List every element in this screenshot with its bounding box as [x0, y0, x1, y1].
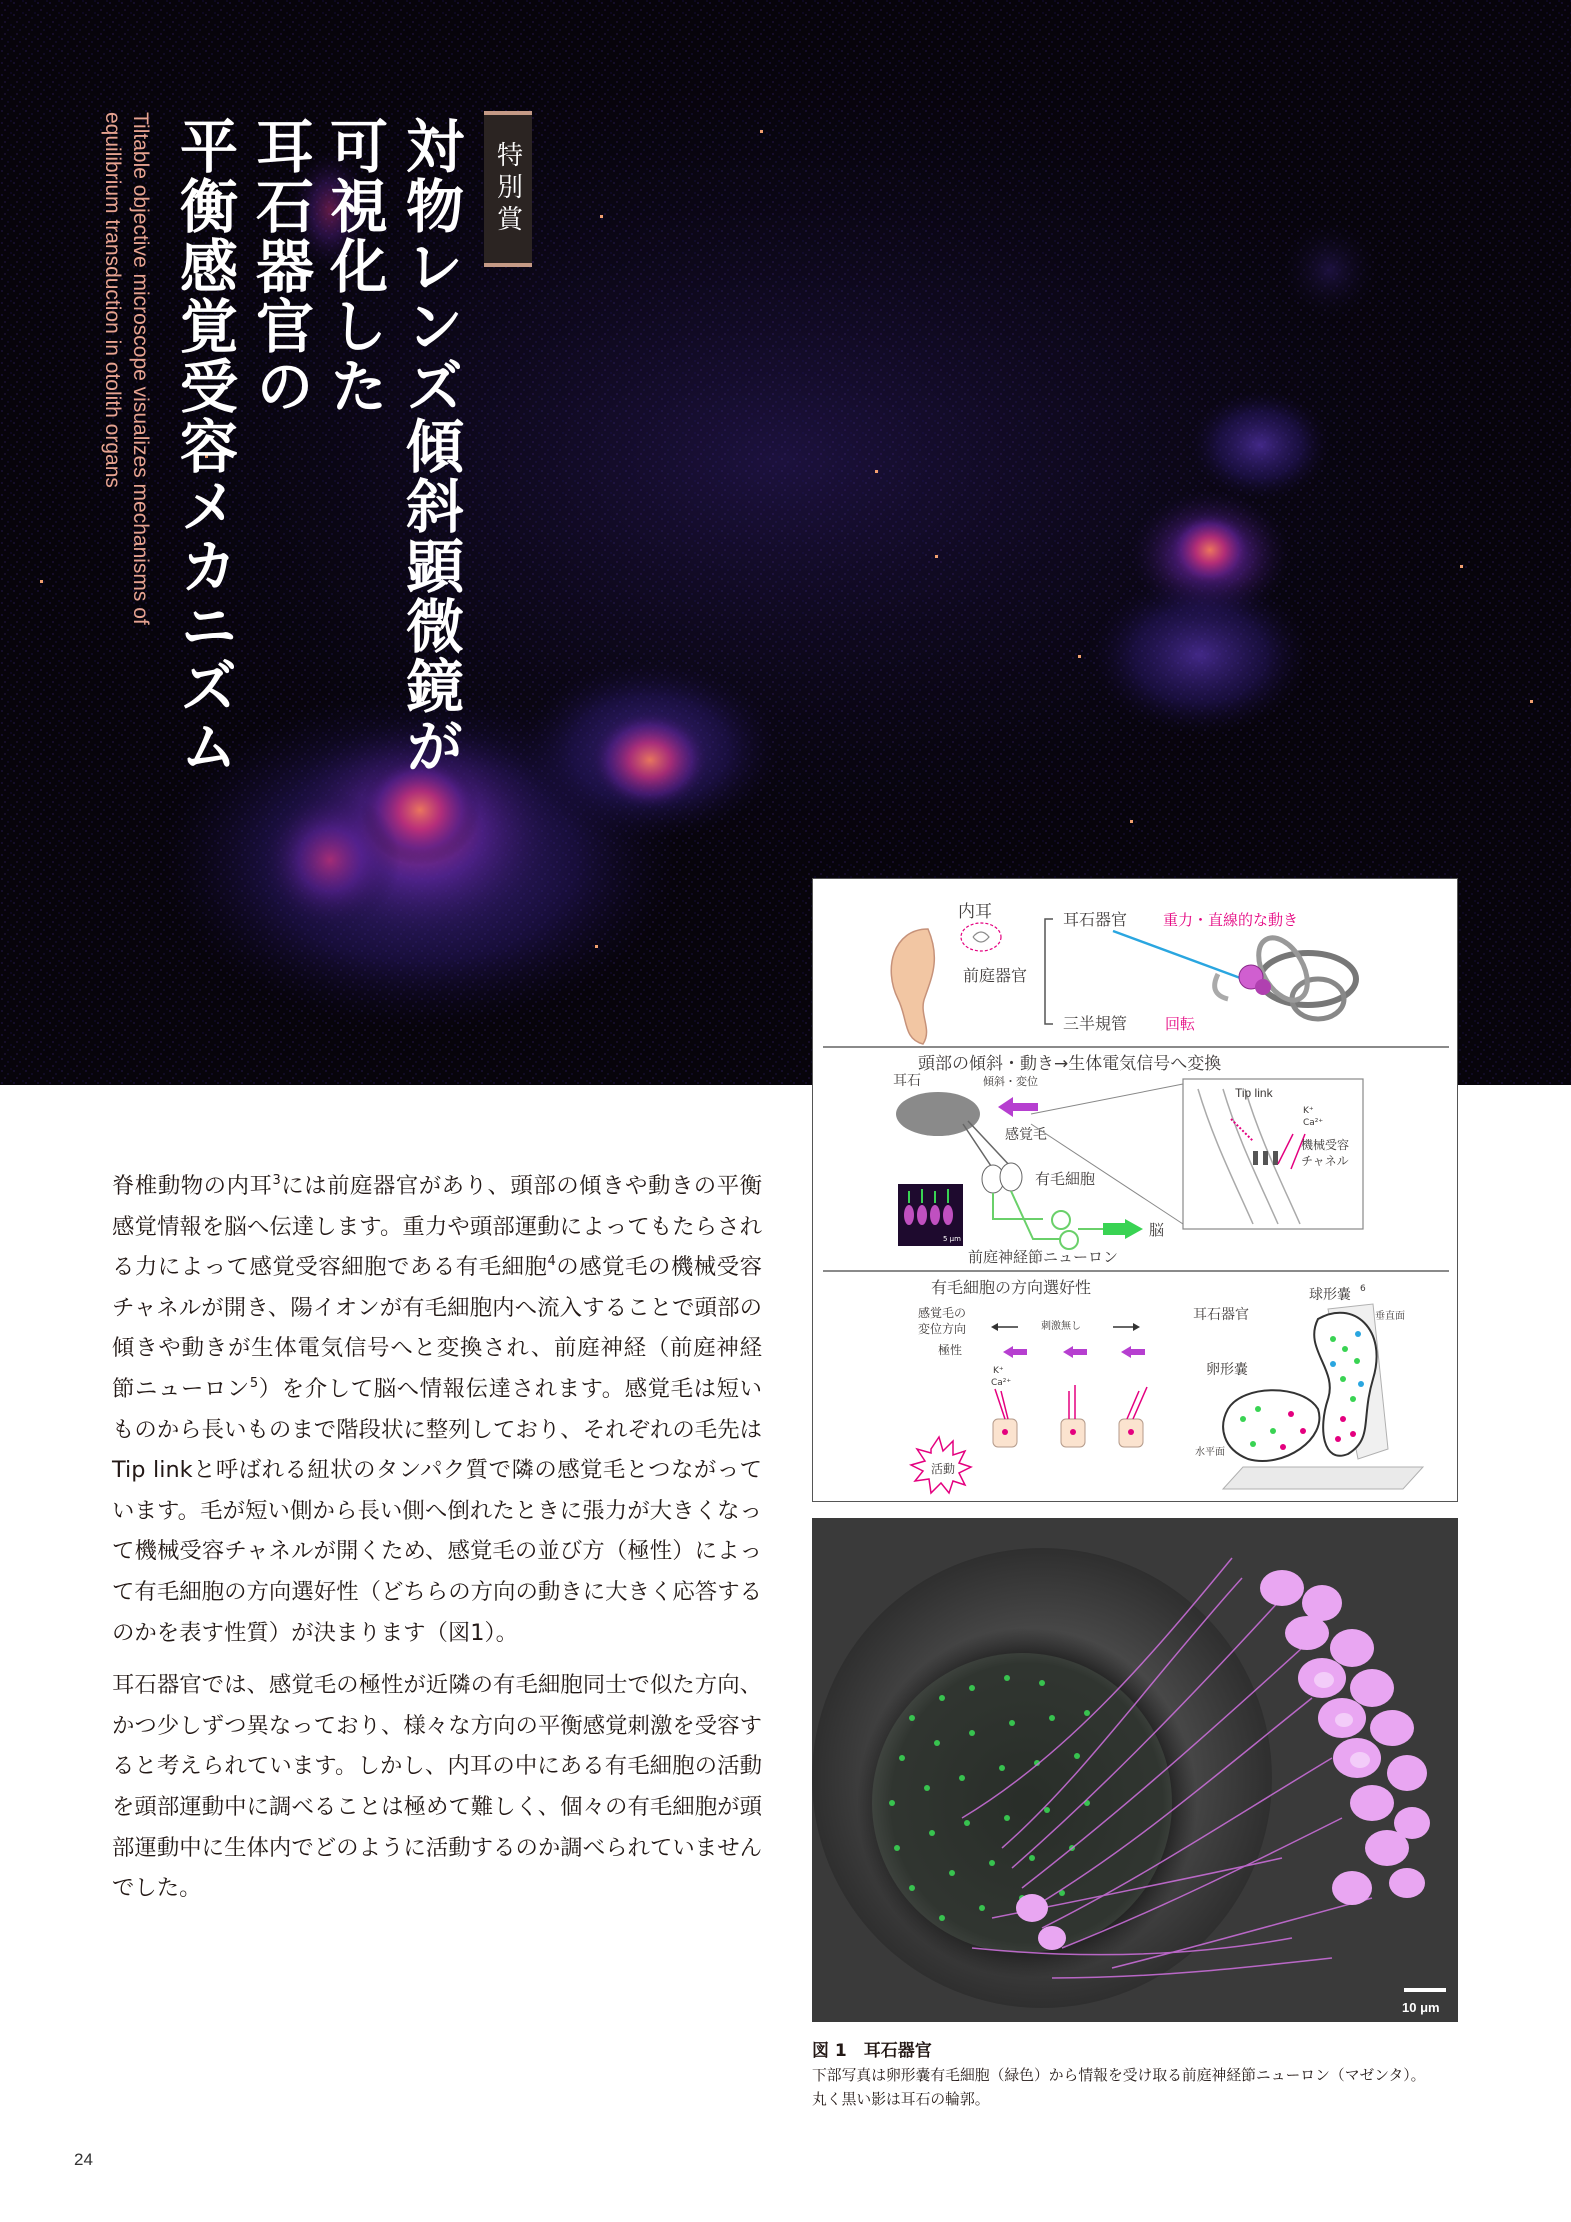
english-subtitle-line-1: Tiltable objective microscope visualizes mechanisms of — [129, 112, 152, 625]
utricle-macula — [1223, 1390, 1319, 1461]
title-line-3: 耳石器官の — [246, 116, 314, 416]
label-otolith-organ-2: 耳石器官 — [1193, 1307, 1249, 1323]
title-line-1: 対物レンズ傾斜顕微鏡が — [396, 116, 464, 776]
ear-icon — [891, 929, 934, 1044]
scale-bar — [1404, 1988, 1446, 1992]
svg-text:変位方向: 変位方向 — [918, 1322, 967, 1336]
label-otolith: 耳石 — [893, 1073, 921, 1089]
transduction-section — [893, 1073, 1363, 1266]
otolith-organ-micrograph — [812, 1518, 1458, 2022]
svg-text:感覚毛の: 感覚毛の — [918, 1306, 967, 1320]
label-vertical-plane: 垂直面 — [1375, 1311, 1405, 1322]
micrograph-svg — [812, 1518, 1458, 2022]
figure-caption-title: 図 1 耳石器官 — [812, 2041, 932, 2061]
label-vestibular-organ: 前庭器官 — [963, 966, 1028, 985]
label-activity: 活動 — [931, 1462, 956, 1476]
title-line-4: 平衡感覚受容メカニズム — [170, 116, 238, 776]
ear-section — [891, 902, 1356, 1044]
svg-text:K⁺: K⁺ — [993, 1366, 1004, 1376]
award-badge — [484, 111, 532, 267]
svg-text:K⁺: K⁺ — [1303, 1106, 1314, 1116]
figure-caption-line-1: 下部写真は卵形嚢有毛細胞（緑色）から情報を受け取る前庭神経節ニューロン（マゼンタ）。 — [812, 2067, 1426, 2084]
signal-arrow — [1125, 1219, 1143, 1239]
label-utricle: 卵形嚢 — [1206, 1362, 1248, 1378]
label-ganglion-neuron: 前庭神経節ニューロン — [968, 1248, 1119, 1266]
label-mech-channel-1: 機械受容 — [1301, 1138, 1350, 1152]
svg-text:Ca²⁺: Ca²⁺ — [1303, 1118, 1324, 1128]
inset-scale-label: 5 μm — [943, 1235, 961, 1243]
label-tip-link: Tip link — [1235, 1086, 1273, 1100]
label-horizontal-plane: 水平面 — [1195, 1447, 1225, 1458]
body-paragraph-1: 脊椎動物の内耳$^3$には前庭器官があり、頭部の傾きや動きの平衡感覚情報を脳へ伝達します。重力や頭部運動によってもたらされる力によって感覚受容細胞である有毛細胞$^4$の感覚毛の機械受容チャネルが開き、陽イオンが有毛細胞内へ流入することで頭部の傾きや動きが生体電気信号へと変換され、前庭神経（前庭神経節ニューロン$^5$）を介して脳へ情報伝達されます。感覚毛は短いものから長いものまで階段状に整列しており、それぞれの毛先はTip linkと呼ばれる紐状のタンパク質で隣の感覚毛とつながっています。毛が短い側から長い側へ倒れたときに張力が大きくなって機械受容チャネルが開くため、感覚毛の並び方（極性）によって有毛細胞の方向選好性（どちらの方向の動きに大きく応答するのかを表す性質）が決まります（図1）。 — [112, 1173, 763, 1646]
page-number: 24 — [74, 2150, 93, 2169]
svg-text:Ca²⁺: Ca²⁺ — [991, 1378, 1012, 1388]
inner-ear-marker — [961, 923, 1001, 951]
hair-cell-left — [993, 1389, 1017, 1447]
hair-cell-middle — [1061, 1385, 1085, 1447]
hair-cell-right — [1119, 1387, 1147, 1447]
label-transduction-title: 頭部の傾斜・動き→生体電気信号へ変換 — [918, 1054, 1222, 1074]
label-no-stimulus: 刺激無し — [1041, 1321, 1081, 1332]
pointer-line — [1113, 931, 1243, 979]
award-badge-label: 特別賞 — [492, 141, 523, 237]
title-line-2: 可視化した — [320, 116, 388, 416]
article-body — [112, 1166, 762, 1921]
label-inner-ear: 内耳 — [958, 902, 992, 922]
label-otolith-organ: 耳石器官 — [1063, 910, 1128, 929]
tilt-arrow — [998, 1097, 1013, 1117]
figure-caption-line-2: 丸く黒い影は耳石の輪郭。 — [812, 2091, 990, 2108]
label-stereocilia: 感覚毛 — [1005, 1127, 1047, 1143]
label-saccule: 球形嚢 — [1309, 1287, 1351, 1303]
svg-text:6: 6 — [1360, 1284, 1366, 1294]
svg-text:極性: 極性 — [938, 1343, 963, 1357]
label-semicircular-canal: 三半規管 — [1063, 1014, 1128, 1033]
label-brain: 脳 — [1149, 1221, 1165, 1239]
body-paragraph-2: 耳石器官では、感覚毛の極性が近隣の有毛細胞同士で似た方向、かつ少しずつ異なっており、様々な方向の平衡感覚刺激を受容すると考えられています。しかし、内耳の中にある有毛細胞の活動を頭部運動中に調べることは極めて難しく、個々の有毛細胞が頭部運動中に生体内でどのように活動するのか調べられていませんでした。 — [112, 1672, 762, 1902]
label-otolith-function: 重力・直線的な動き — [1163, 911, 1299, 929]
english-subtitle-line-2: equilibrium transduction in otolith organs — [101, 112, 124, 488]
label-mech-channel-2: チャネル — [1301, 1154, 1349, 1168]
label-semicircular-function: 回転 — [1165, 1015, 1196, 1033]
label-tilt: 傾斜・変位 — [983, 1075, 1038, 1088]
figure-1-diagram — [812, 878, 1458, 1502]
selectivity-section — [911, 1284, 1423, 1493]
diagram-svg — [813, 879, 1459, 1503]
label-selectivity-title: 有毛細胞の方向選好性 — [931, 1278, 1092, 1297]
label-hair-cell: 有毛細胞 — [1035, 1170, 1096, 1188]
vestibular-organ-icon — [1215, 930, 1356, 1019]
scale-bar-label: 10 μm — [1402, 2000, 1440, 2015]
